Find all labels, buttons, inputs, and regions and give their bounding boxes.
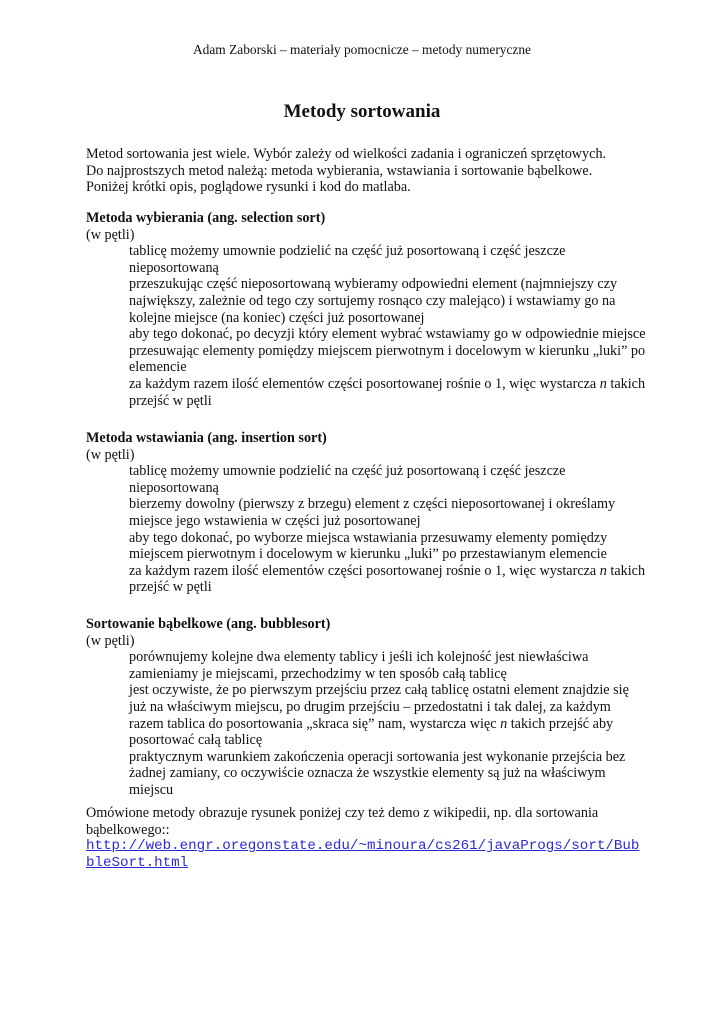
list-item: za każdym razem ilość elementów części posortowanej rośnie o 1, więc wystarcza n takich przejść w pętli [129,562,646,596]
loop-label: (w pętli) [86,632,135,649]
section-insertion-sort [86,430,646,596]
list-item: praktycznym warunkiem zakończenia operacji sortowania jest wykonanie przejścia bez żadnej zamiany, co oczywiście oznacza że wszystkie elementy są już na właściwym miejscu [129,748,626,798]
list-item: aby tego dokonać, po wyborze miejsca wstawiania przesuwamy elementy pomiędzy miejscem pierwotnym i docelowym w kierunku „luki” po przestawianym elemencie [129,529,608,563]
intro-line: Do najprostszych metod należą: metoda wybierania, wstawiania i sortowanie bąbelkowe. [86,162,593,179]
list-item: tablicę możemy umownie podzielić na część już posortowaną i część jeszcze nieposortowaną [129,243,566,276]
running-header: Adam Zaborski – materiały pomocnicze – metody numeryczne [193,42,531,57]
intro-line: Poniżej krótki opis, poglądowe rysunki i kod do matlaba. [86,179,411,196]
list-item: za każdym razem ilość elementów części posortowanej rośnie o 1, więc wystarcza n takich przejść w pętli [129,375,646,409]
intro-paragraph [86,146,646,196]
list-item: porównujemy kolejne dwa elementy tablicy i jeśli ich kolejność jest niewłaściwa zamieniamy je miejscami, przechodzimy w ten sposób całą tablicę [129,649,589,682]
page-title: Metody sortowania [283,101,441,122]
list-item: jest oczywiste, że po pierwszym przejściu przez całą tablicę ostatni element znajdzie się już na właściwym miejscu, po drugim przejściu – przedostatni i tak dalej, za każdym razem tablica do posortowania „skraca się” nam, wystarcza więc n takich przejść aby posortować całą tablicę [129,682,629,749]
loop-label: (w pętli) [86,446,135,463]
intro-line: Metod sortowania jest wiele. Wybór zależy od wielkości zadania i ograniczeń sprzętowych. [86,146,607,162]
section-heading: Sortowanie bąbelkowe (ang. bubblesort) [86,616,331,632]
closing-text: Omówione metody obrazuje rysunek poniżej czy też demo z wikipedii, np. dla sortowania bąbelkowego:: [86,805,599,838]
list-item: aby tego dokonać, po decyzji który element wybrać wstawiamy go w odpowiednie miejsce przesuwając elementy pomiędzy miejscem pierwotnym i docelowym w kierunku „luki” po elemencie [129,326,646,376]
list-item: bierzemy dowolny (pierwszy z brzegu) element z części nieposortowanej i określamy miejsce jego wstawienia w części już posortowanej [129,496,616,529]
bubblesort-demo-link[interactable]: http://web.engr.oregonstate.edu/~minoura/cs261/javaProgs/sort/BubbleSort.html [86,838,640,871]
step-list [86,243,646,409]
section-heading: Metoda wstawiania (ang. insertion sort) [86,430,327,446]
loop-label: (w pętli) [86,226,135,243]
step-list [86,649,646,798]
section-selection-sort [86,210,646,409]
section-bubble-sort [86,616,646,799]
closing-paragraph [86,805,646,871]
step-list [86,463,646,596]
section-heading: Metoda wybierania (ang. selection sort) [86,210,326,226]
list-item: przeszukując część nieposortowaną wybieramy odpowiedni element (najmniejszy czy największy, zależnie od tego czy sortujemy rosnąco czy malejąco) i wstawiamy go na kolejne miejsce (na koniec) części już posortowanej [129,276,618,326]
list-item: tablicę możemy umownie podzielić na część już posortowaną i część jeszcze nieposortowaną [129,463,566,496]
